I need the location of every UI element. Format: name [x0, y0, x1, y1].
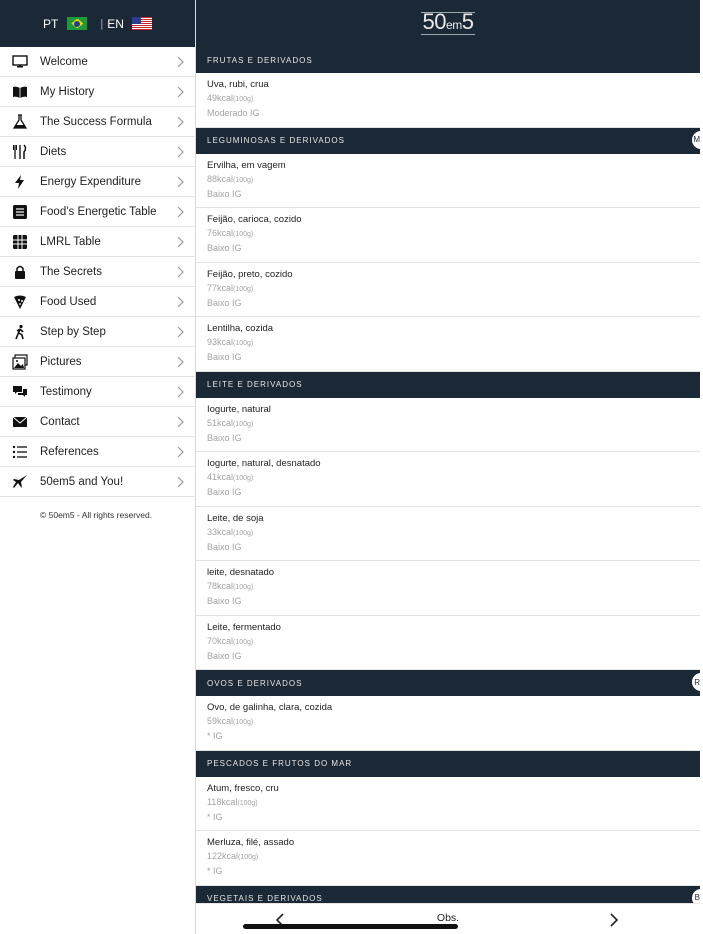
- section-header: [196, 47, 700, 73]
- obs-button[interactable]: Obs.: [436, 912, 460, 924]
- chevron-right-icon: [175, 325, 185, 339]
- section-header: [196, 372, 700, 398]
- food-kcal-unit: (100g): [233, 584, 254, 591]
- food-kcal-value: 77kcal: [207, 282, 234, 293]
- food-kcal-unit: (100g): [233, 231, 254, 238]
- section-index-tab[interactable]: R: [692, 673, 703, 691]
- section-header: [196, 751, 700, 777]
- envelope-icon: [0, 414, 40, 430]
- food-kcal-unit: (100g): [233, 420, 254, 428]
- section-title: FRUTAS E DERIVADOS: [207, 55, 313, 65]
- food-kcal-unit: (100g): [233, 96, 254, 103]
- chevron-right-icon: [175, 175, 185, 189]
- food-kcal-unit: (100g): [233, 638, 254, 646]
- food-name: Merluza, filé, assado: [207, 837, 295, 848]
- cutlery-icon: [0, 144, 40, 160]
- sidebar-item-label: Welcome: [40, 55, 88, 68]
- language-en-option[interactable]: [107, 17, 152, 31]
- chevron-right-icon: [175, 295, 185, 309]
- sidebar-item-the-secrets[interactable]: [0, 257, 195, 287]
- grid-icon: [0, 234, 40, 250]
- section-title: LEITE E DERIVADOS: [207, 380, 303, 389]
- food-kcal-value: 122kcal: [207, 851, 239, 861]
- sidebar-item-label: Diets: [40, 145, 67, 158]
- food-kcal: [207, 281, 700, 297]
- food-kcal: [207, 714, 700, 730]
- section-header: [196, 670, 700, 696]
- food-glycemic-index: Baixo IG: [207, 541, 242, 552]
- food-glycemic-index: Baixo IG: [207, 650, 242, 661]
- food-row[interactable]: [196, 73, 700, 128]
- food-kcal: [207, 795, 700, 811]
- language-bar: [0, 0, 195, 47]
- section-title: LEGUMINOSAS E DERIVADOS: [207, 136, 345, 145]
- chevron-right-icon: [175, 385, 185, 399]
- language-pt-option[interactable]: [43, 17, 87, 31]
- food-kcal-value: 59kcal: [207, 716, 234, 726]
- food-name: Atum, fresco, cru: [207, 782, 279, 794]
- food-kcal-unit: (100g): [237, 799, 258, 807]
- food-name: Uva, rubi, crua: [207, 79, 269, 90]
- food-kcal: [207, 335, 700, 351]
- sidebar-item-label: My History: [40, 85, 95, 98]
- pizza-icon: [0, 294, 40, 310]
- food-kcal-unit: (100g): [233, 285, 254, 293]
- food-row[interactable]: [196, 696, 700, 751]
- food-kcal-value: 33kcal: [207, 526, 234, 537]
- food-name: Leite, de soja: [207, 512, 264, 524]
- chevron-right-icon: [175, 115, 185, 129]
- sidebar-item-the-success-formula[interactable]: [0, 107, 195, 137]
- food-kcal-value: 78kcal: [207, 581, 234, 591]
- food-kcal-unit: (100g): [238, 854, 259, 861]
- chevron-right-icon: [175, 265, 185, 279]
- food-kcal-value: 88kcal: [207, 173, 234, 184]
- sidebar: [0, 0, 196, 934]
- food-kcal-unit: (100g): [233, 475, 254, 482]
- food-name: Iogurte, natural: [207, 403, 271, 415]
- copyright-text: © 50em5 - All rights reserved.: [40, 510, 153, 520]
- section-index-tab[interactable]: B: [692, 889, 703, 907]
- chevron-right-icon: [175, 355, 185, 369]
- food-kcal-unit: (100g): [233, 719, 254, 726]
- food-row[interactable]: [196, 452, 700, 507]
- sidebar-item-my-history[interactable]: [0, 77, 195, 107]
- food-kcal-unit: (100g): [233, 340, 254, 347]
- section-title: PESCADOS E FRUTOS DO MAR: [207, 759, 353, 768]
- sidebar-item-diets[interactable]: [0, 137, 195, 167]
- sidebar-item-50em5-and-you[interactable]: [0, 467, 195, 497]
- chevron-right-icon: [175, 415, 185, 429]
- food-glycemic-index: * IG: [207, 731, 223, 741]
- section-title: VEGETAIS E DERIVADOS: [207, 894, 323, 903]
- food-name: Feijão, carioca, cozido: [207, 214, 302, 225]
- chevron-right-icon: [175, 235, 185, 249]
- sidebar-item-label: 50em5 and You!: [40, 475, 124, 488]
- pictures-icon: [0, 354, 40, 370]
- food-kcal: [207, 849, 700, 865]
- brazil-flag-icon: [67, 17, 87, 30]
- lock-icon: [0, 264, 40, 280]
- food-row[interactable]: [196, 317, 700, 372]
- food-kcal: [207, 172, 700, 188]
- sidebar-item-references[interactable]: [0, 437, 195, 467]
- food-name: leite, desnatado: [207, 567, 275, 578]
- list-icon: [0, 204, 40, 220]
- home-indicator: [243, 924, 458, 929]
- food-kcal-unit: (100g): [233, 529, 254, 537]
- food-kcal: [207, 525, 700, 541]
- chevron-right-icon: [175, 55, 185, 69]
- sidebar-item-label: The Secrets: [40, 265, 102, 278]
- food-row[interactable]: [196, 616, 700, 671]
- lightning-icon: [0, 174, 40, 190]
- food-kcal: [207, 226, 700, 242]
- language-en-label: EN: [107, 16, 124, 31]
- food-kcal-value: 51kcal: [207, 417, 234, 428]
- chevron-right-icon: [175, 205, 185, 219]
- food-row[interactable]: [196, 398, 700, 453]
- food-kcal-value: 118kcal: [207, 796, 238, 807]
- food-kcal: [207, 470, 700, 486]
- food-name: Lentilha, cozida: [207, 323, 274, 334]
- chevron-right-icon: [175, 475, 185, 489]
- food-row[interactable]: [196, 561, 700, 616]
- sidebar-item-contact[interactable]: [0, 407, 195, 437]
- app-logo: 50em5: [422, 9, 474, 34]
- sidebar-item-pictures[interactable]: [0, 347, 195, 377]
- food-glycemic-index: Moderado IG: [207, 108, 260, 118]
- food-kcal: [207, 579, 700, 595]
- sidebar-item-label: Pictures: [40, 355, 82, 368]
- section-title: OVOS E DERIVADOS: [207, 678, 303, 688]
- language-separator: |: [100, 17, 104, 30]
- bottom-toolbar: [196, 903, 700, 934]
- food-glycemic-index: Baixo IG: [207, 352, 242, 362]
- chevron-right-icon: [175, 145, 185, 159]
- food-list[interactable]: [196, 47, 700, 903]
- food-glycemic-index: Baixo IG: [207, 487, 242, 497]
- sidebar-item-label: Energy Expenditure: [40, 175, 142, 188]
- walking-icon: [0, 324, 40, 340]
- food-glycemic-index: Baixo IG: [207, 432, 242, 443]
- food-kcal-unit: (100g): [233, 176, 254, 184]
- food-name: Leite, fermentado: [207, 621, 281, 633]
- sidebar-item-label: Food Used: [40, 295, 97, 308]
- food-kcal-value: 93kcal: [207, 337, 234, 347]
- sidebar-item-label: Testimony: [40, 385, 92, 398]
- monitor-icon: [0, 54, 40, 70]
- food-name: Ovo, de galinha, clara, cozida: [207, 702, 333, 713]
- food-glycemic-index: * IG: [207, 811, 223, 822]
- food-glycemic-index: * IG: [207, 866, 223, 876]
- food-name: Ervilha, em vagem: [207, 159, 286, 171]
- usa-flag-icon: [132, 17, 152, 30]
- book-icon: [0, 84, 40, 100]
- top-bar: [196, 0, 700, 47]
- sidebar-item-lmrl-table[interactable]: [0, 227, 195, 257]
- food-kcal: [207, 416, 700, 432]
- next-chevron-icon[interactable]: [608, 912, 620, 928]
- food-row[interactable]: [196, 777, 700, 832]
- section-index-tab[interactable]: M: [692, 131, 703, 149]
- food-name: Iogurte, natural, desnatado: [207, 458, 321, 469]
- flask-icon: [0, 114, 40, 130]
- food-kcal: [207, 91, 700, 107]
- food-kcal-value: 76kcal: [207, 228, 234, 238]
- bullet-list-icon: [0, 444, 40, 460]
- food-glycemic-index: Baixo IG: [207, 188, 242, 199]
- food-kcal: [207, 634, 700, 650]
- sidebar-item-label: Contact: [40, 415, 80, 428]
- food-kcal-value: 49kcal: [207, 93, 234, 103]
- food-row[interactable]: [196, 154, 700, 209]
- main-panel: [196, 0, 700, 934]
- sidebar-item-energy-expenditure[interactable]: [0, 167, 195, 197]
- sidebar-item-welcome[interactable]: [0, 47, 195, 77]
- chevron-right-icon: [175, 85, 185, 99]
- sidebar-menu: [0, 47, 195, 497]
- sidebar-item-label: References: [40, 445, 99, 458]
- sidebar-item-label: Step by Step: [40, 325, 106, 338]
- food-glycemic-index: Baixo IG: [207, 297, 242, 308]
- sidebar-item-testimony[interactable]: [0, 377, 195, 407]
- food-kcal-value: 70kcal: [207, 635, 234, 646]
- sidebar-item-label: The Success Formula: [40, 115, 152, 128]
- sidebar-item-food-s-energetic-table[interactable]: [0, 197, 195, 227]
- jet-icon: [0, 474, 40, 490]
- food-glycemic-index: Baixo IG: [207, 243, 242, 253]
- sidebar-item-label: Food’s Energetic Table: [40, 205, 157, 218]
- food-row[interactable]: [196, 507, 700, 562]
- food-row[interactable]: [196, 263, 700, 318]
- food-row[interactable]: [196, 208, 700, 263]
- food-glycemic-index: Baixo IG: [207, 596, 242, 606]
- chevron-right-icon: [175, 445, 185, 459]
- section-header: [196, 128, 700, 154]
- sidebar-item-food-used[interactable]: [0, 287, 195, 317]
- food-row[interactable]: [196, 831, 700, 886]
- food-name: Feijão, preto, cozido: [207, 268, 293, 280]
- food-kcal-value: 41kcal: [207, 472, 234, 482]
- sidebar-item-step-by-step[interactable]: [0, 317, 195, 347]
- sidebar-item-label: LMRL Table: [40, 235, 101, 248]
- chat-icon: [0, 384, 40, 400]
- language-pt-label: PT: [43, 16, 59, 31]
